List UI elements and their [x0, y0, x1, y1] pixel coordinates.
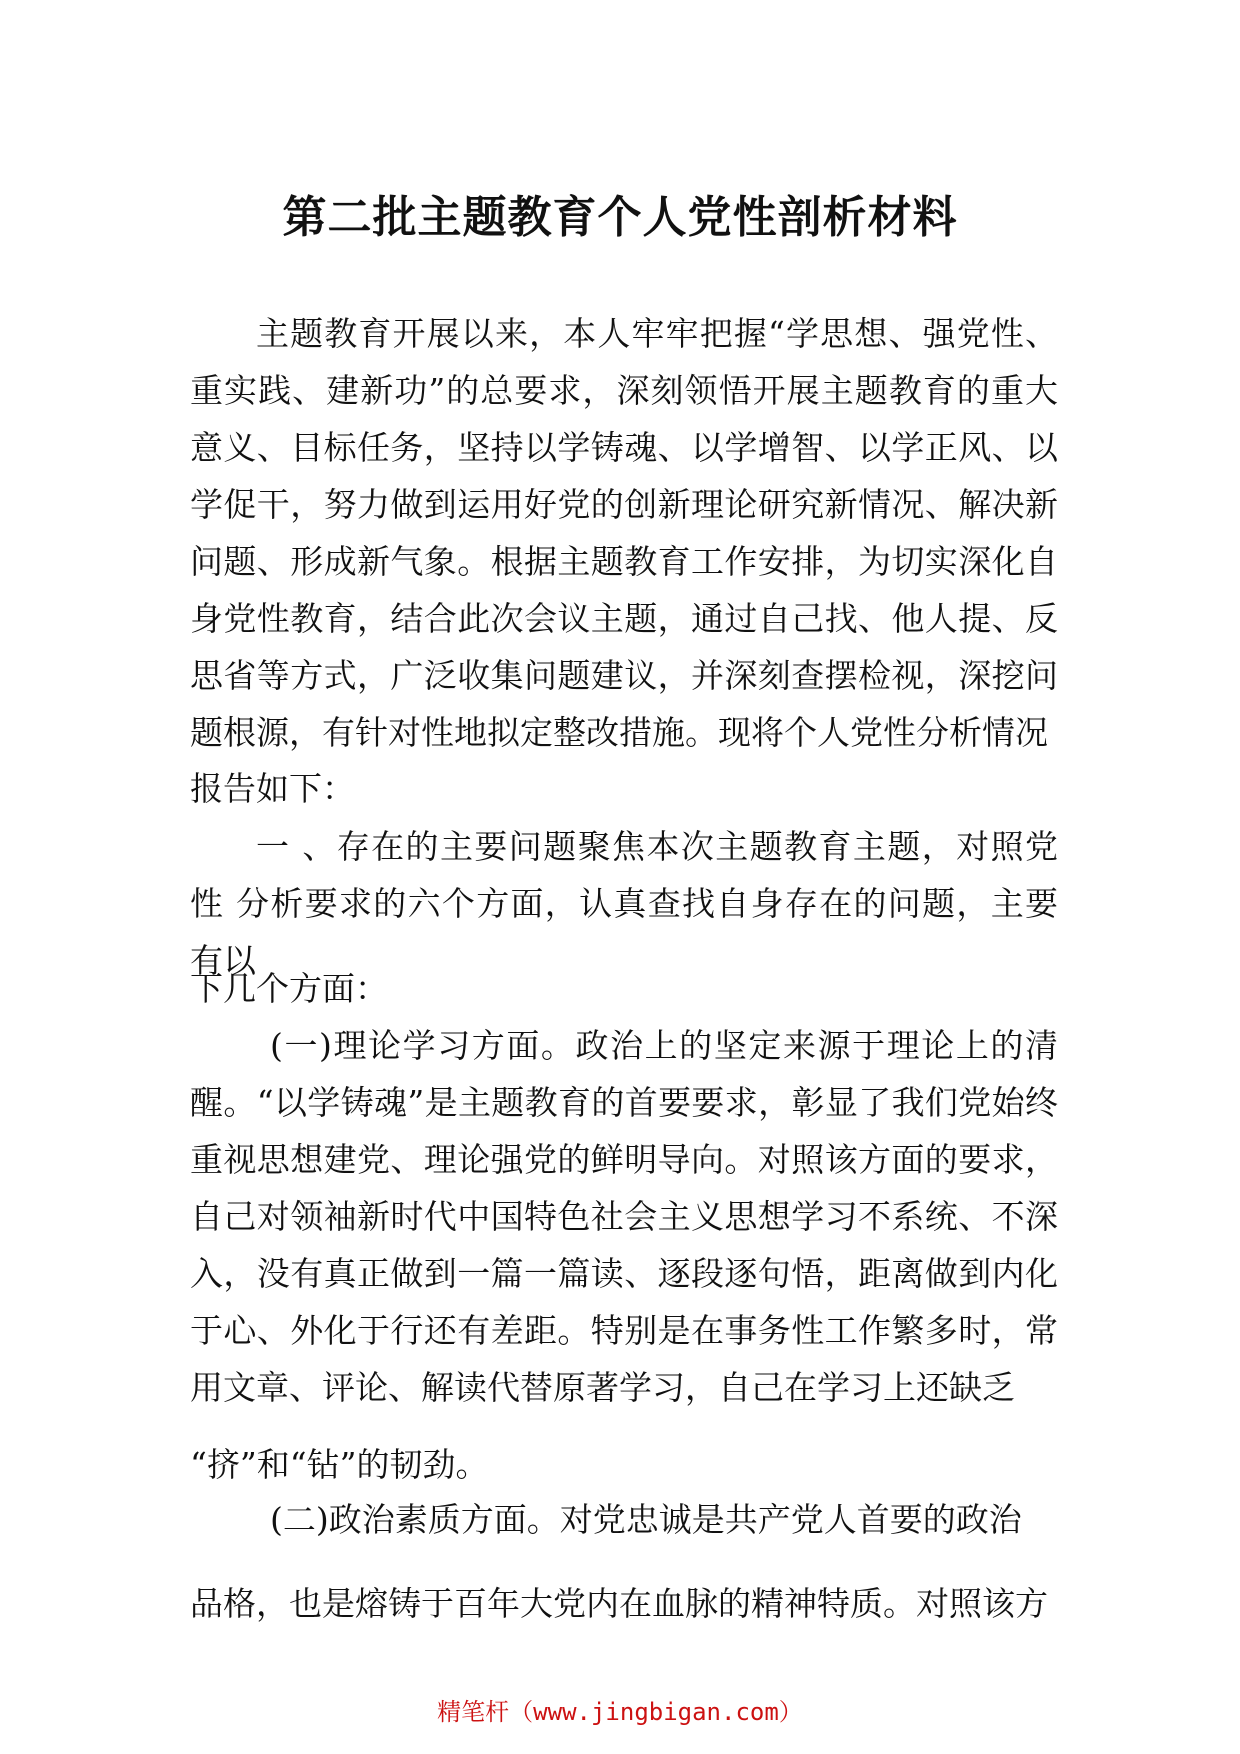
paragraph-theory-study-tail: “挤”和“钻”的韧劲。: [190, 1445, 489, 1484]
paragraph-intro: 主题教育开展以来，本人牢牢把握“学思想、强党性、重实践、建新功”的总要求，深刻领悟开展主题教育的重大意义、目标任务，坚持以学铸魂、以学增智、以学正风、以学促干，努力做到运用好党的创新理论研究新情况、解决新问题、形成新气象。根据主题教育工作安排，为切实深化自身党性教育，结合此次会议主题，通过自己找、他人提、反思省等方式，广泛收集问题建议，并深刻查摆检视，深挖问题根源，有针对性地拟定整改措施。现将个人党性分析情况: [190, 314, 1058, 752]
section-heading-problems: 一 、存在的主要问题聚焦本次主题教育主题，对照党性 分析要求的六个方面，认真查找自身存在的问题，主要有以: [190, 827, 1058, 980]
footer-url-link[interactable]: （www.jingbigan.com）: [509, 1698, 803, 1726]
paragraph-political-quality: (二)政治素质方面。对党忠诚是共产党人首要的政治: [270, 1500, 1022, 1539]
section-heading-problems-tail: 下几个方面：: [190, 969, 388, 1008]
paragraph-intro-tail: 报告如下：: [190, 769, 355, 808]
page-footer-watermark: [0, 1692, 1240, 1727]
footer-site-name: 精笔杆: [437, 1698, 510, 1726]
paragraph-theory-study: (一)理论学习方面。政治上的坚定来源于理论上的清醒。“以学铸魂”是主题教育的首要要求，彰显了我们党始终重视思想建党、理论强党的鲜明导向。对照该方面的要求，自己对领袖新时代中国特色社会主义思想学习不系统、不深入，没有真正做到一篇一篇读、逐段逐句悟，距离做到内化于心、外化于行还有差距。特别是在事务性工作繁多时，常用文章、评论、解读代替原著学习，自己在学习上还缺乏: [190, 1026, 1058, 1407]
paragraph-political-quality-tail: 品格，也是熔铸于百年大党内在血脉的精神特质。对照该方: [190, 1584, 1048, 1623]
document-title: 第二批主题教育个人党性剖析材料: [282, 192, 958, 244]
